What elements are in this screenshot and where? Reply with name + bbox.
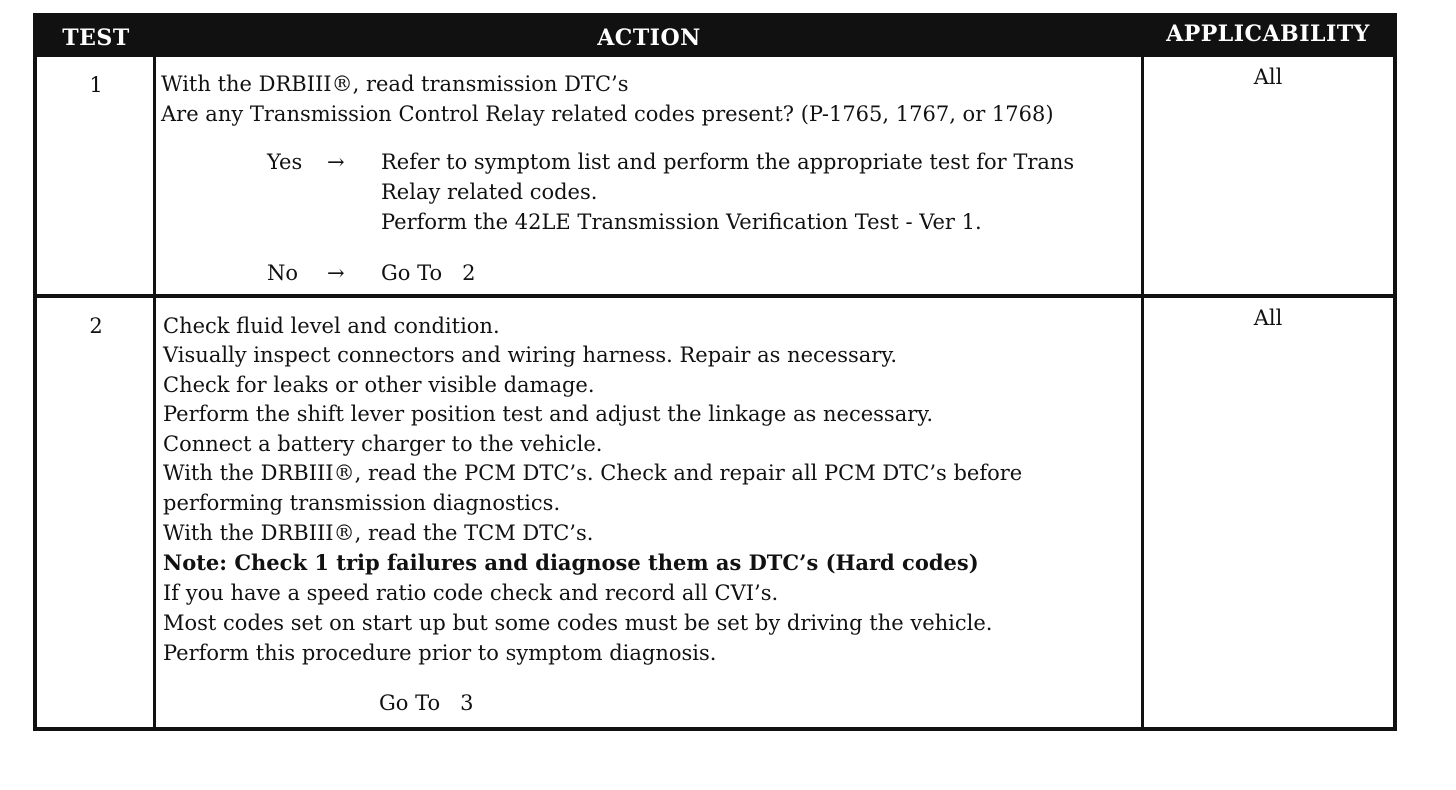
header-applicability: APPLICABILITY	[1166, 21, 1370, 47]
action-line: performing transmission diagnostics.	[163, 491, 561, 515]
action-line: With the DRBIII®, read transmission DTC’s	[161, 72, 629, 96]
row-divider	[37, 294, 1393, 298]
yes-branch	[267, 147, 1074, 237]
no-result: Go To 2	[381, 261, 476, 285]
applicability-1: All	[1253, 65, 1283, 89]
column-divider-test	[153, 57, 156, 731]
action-line: Perform the shift lever position test and adjust the linkage as necessary.	[163, 402, 933, 426]
yes-result-line: Refer to symptom list and perform the appropriate test for Trans	[381, 150, 1075, 174]
yes-result-line: Relay related codes.	[381, 180, 598, 204]
action-line: With the DRBIII®, read the PCM DTC’s. Check and repair all PCM DTC’s before	[163, 461, 1023, 485]
action-line: Check for leaks or other visible damage.	[163, 373, 595, 397]
action-line: Visually inspect connectors and wiring harness. Repair as necessary.	[163, 343, 898, 367]
action-line: If you have a speed ratio code check and record all CVI’s.	[163, 581, 779, 605]
action-line: Are any Transmission Control Relay related codes present? (P-1765, 1767, or 1768)	[161, 102, 1054, 126]
applicability-2: All	[1253, 306, 1283, 330]
yes-label: Yes	[267, 150, 303, 174]
test-number-1: 1	[89, 73, 103, 97]
note-line: Note: Check 1 trip failures and diagnose them as DTC’s (Hard codes)	[163, 550, 979, 575]
no-label: No	[267, 261, 299, 285]
action-line: Connect a battery charger to the vehicle.	[163, 432, 603, 456]
no-branch	[267, 258, 476, 288]
column-divider-action	[1141, 57, 1144, 731]
yes-result-line: Perform the 42LE Transmission Verification Test - Ver 1.	[381, 210, 982, 234]
header-test: TEST	[62, 25, 130, 51]
action-line: With the DRBIII®, read the TCM DTC’s.	[163, 521, 594, 545]
test-number-2: 2	[89, 314, 103, 338]
arrow-icon: →	[327, 150, 345, 174]
arrow-icon: →	[327, 261, 345, 285]
procedure-table	[33, 13, 1397, 731]
table-header	[37, 17, 1393, 57]
goto-result: Go To 3	[379, 691, 474, 715]
action-line: Most codes set on start up but some codes must be set by driving the vehicle.	[163, 611, 993, 635]
yes-result	[381, 147, 1074, 237]
header-action: ACTION	[597, 25, 701, 51]
action-line: Check fluid level and condition.	[163, 314, 500, 338]
action-line: Perform this procedure prior to symptom diagnosis.	[163, 641, 717, 665]
